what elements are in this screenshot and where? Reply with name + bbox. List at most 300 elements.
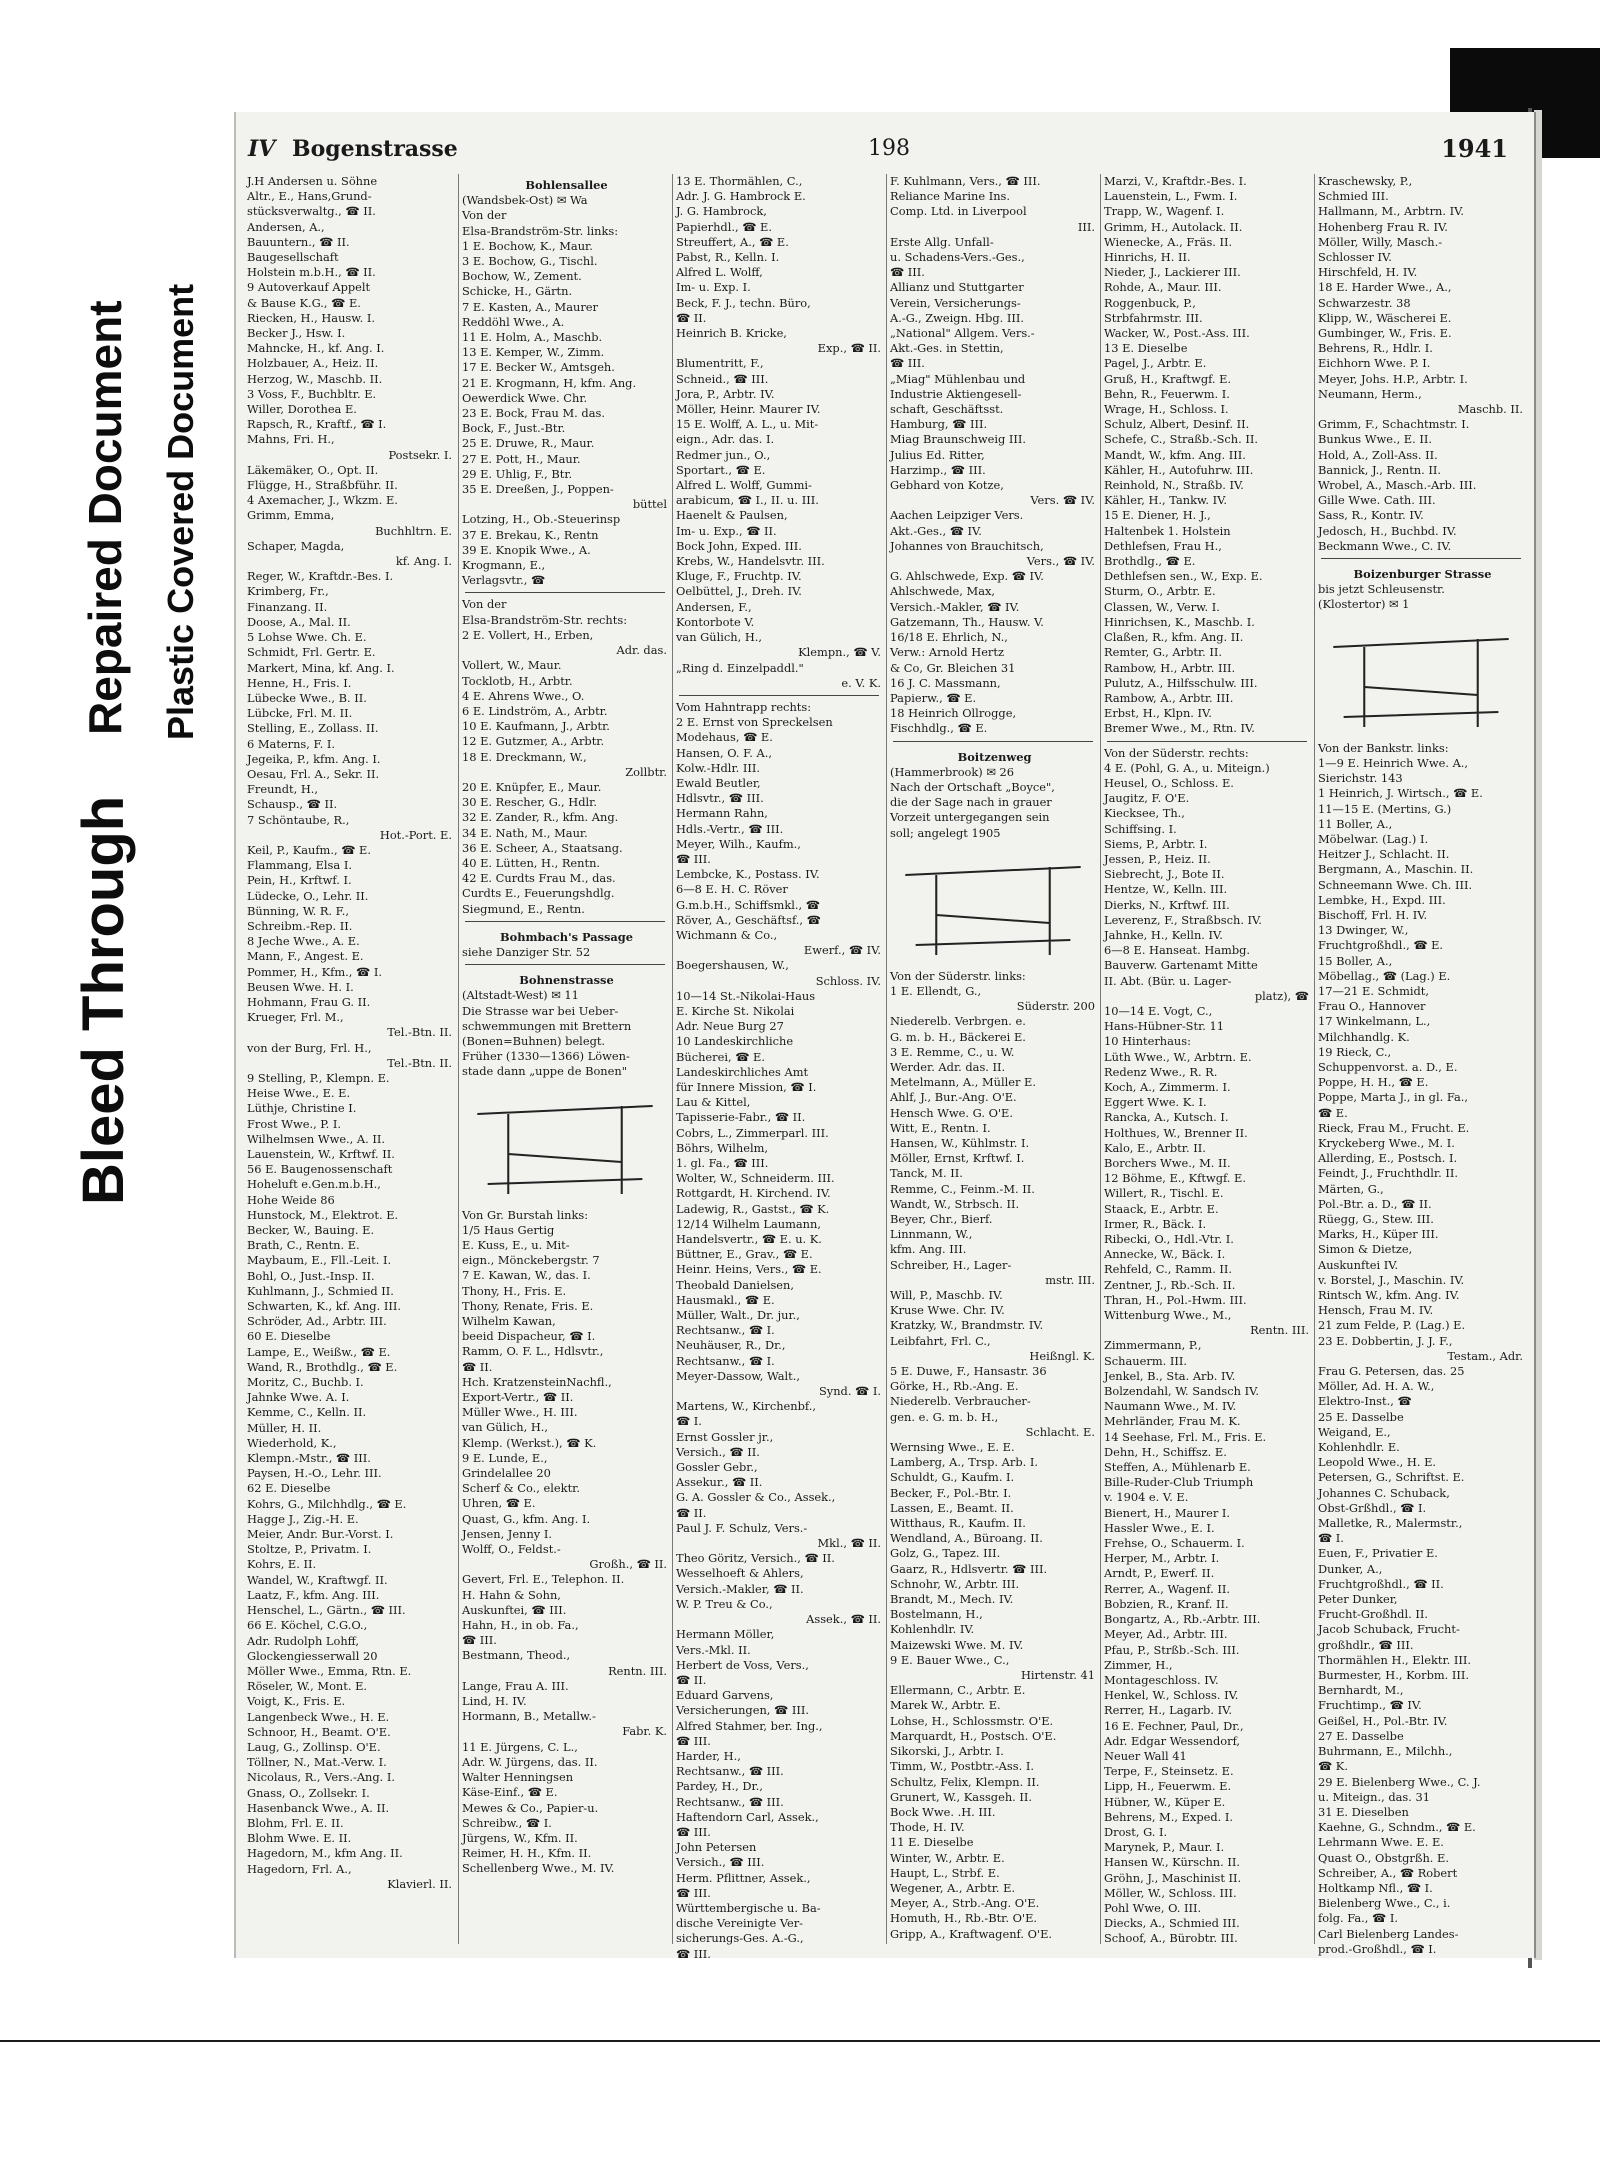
directory-entry-line: ☎ II. [462,1359,493,1374]
directory-entry-line: bis jetzt Schleusenstr. [1318,582,1445,597]
directory-entry-line: Willer, Dorothea E. [247,402,357,417]
directory-entry-line: Behrens, M., Exped. I. [1104,1809,1234,1824]
directory-entry-line: Wrobel, A., Masch.-Arb. III. [1318,478,1477,493]
directory-entry-line: Lohse, H., Schlossmstr. O'E. [890,1713,1054,1728]
directory-entry-line: Fischhdlg., ☎ E. [890,721,988,736]
directory-entry-line: 27 E. Pott, H., Maur. [462,451,581,466]
directory-entry-line: Lauenstein, W., Krftwf. II. [247,1147,395,1161]
directory-entry-line: 1 Heinrich, J. Wirtsch., ☎ E. [1318,786,1483,801]
directory-entry-line: & Co, Gr. Bleichen 31 [890,660,1016,675]
directory-entry-line: Stelling, E., Zollass. II. [247,721,379,736]
directory-entry-line: Kalo, E., Arbtr. II. [1104,1140,1206,1155]
directory-entry-line: Marek W., Arbtr. E. [890,1698,1001,1713]
directory-entry-line: 25 E. Dasselbe [1318,1409,1404,1424]
directory-entry-line: Holtkamp Nfl., ☎ I. [1318,1880,1433,1895]
directory-entry-line: Quast O., Obstgrßh. E. [1318,1850,1449,1865]
directory-entry-line: Meyer, Wilh., Kaufm., [676,836,801,851]
directory-entry-line: Moritz, C., Buchb. I. [247,1375,364,1390]
directory-entry-line: Willert, R., Tischl. E. [1104,1186,1224,1201]
directory-entry-line: Frau O., Hannover [1318,999,1426,1014]
directory-entry-line: 5 Lohse Wwe. Ch. E. [247,630,367,645]
directory-entry-line: Heise Wwe., E. E. [247,1086,351,1101]
directory-entry-line: Lembke, H., Expd. III. [1318,892,1446,907]
directory-entry-line: Oesau, Frl. A., Sekr. II. [247,766,380,781]
directory-entry-line: Schicke, H., Gärtn. [462,284,573,299]
directory-entry-line: Kruse Wwe. Chr. IV. [890,1303,1005,1318]
directory-entry-line: Schmied III. [1318,189,1389,204]
section-divider [1321,558,1521,559]
directory-entry-line: 11 E. Dieselbe [890,1835,974,1850]
directory-entry-line: Rechtsanw., ☎ I. [676,1323,775,1338]
directory-entry-line: 6 Materns, F. I. [247,736,335,751]
directory-entry-line: II. Abt. (Bür. u. Lager- [1104,973,1232,988]
directory-entry-line: Pohl Wwe, O. III. [1104,1900,1202,1915]
directory-entry-line: Wolff, O., Feldst.- [462,1542,561,1557]
directory-entry-line: Marquardt, H., Postsch. O'E. [890,1728,1057,1743]
repaired-document-label: Repaired Document [79,300,131,735]
directory-entry-line: Strbfahrmstr. III. [1104,310,1203,325]
directory-entry-line: Läkemäker, O., Opt. II. [247,462,379,477]
directory-entry-line: Wesselhoeft & Ahlers, [676,1566,804,1581]
directory-entry-line: Buchhltrn. E. [375,523,452,538]
directory-entry-line: Rerrer, A., Wagenf. II. [1104,1581,1231,1596]
directory-entry-line: Markert, Mina, kf. Ang. I. [247,660,395,675]
directory-entry-line: Henne, H., Fris. I. [247,675,352,690]
directory-entry-line: 6 E. Lindström, A., Arbtr. [462,703,608,718]
directory-entry-line: Süderstr. 200 [1016,999,1095,1014]
directory-entry-line: Görke, H., Rb.-Ang. E. [890,1379,1019,1394]
directory-entry-line: Gevert, Frl. E., Telephon. II. [462,1572,625,1587]
directory-entry-line: Rintsch W., kfm. Ang. IV. [1318,1288,1460,1302]
directory-entry-line: Elektro-Inst., ☎ [1318,1394,1412,1409]
directory-entry-line: Haltenbek 1. Holstein [1104,523,1231,538]
directory-entry-line: Im- u. Exp. I. [676,280,751,295]
directory-entry-line: 56 E. Baugenossenschaft [247,1162,393,1177]
directory-entry-line: Kolw.-Hdlr. III. [676,760,760,775]
directory-entry-line: Bünning, W. R. F., [247,903,350,918]
page-header [248,132,1518,172]
directory-entry-line: Wernsing Wwe., E. E. [890,1440,1015,1455]
directory-entry-line: Johannes C. Schuback, [1318,1485,1450,1500]
directory-entry-line: Schultz, Felix, Klempn. II. [890,1774,1040,1789]
directory-entry-line: Krogmann, E., [462,558,546,573]
directory-entry-line: Altr., E., Hans,Grund- [247,189,372,204]
directory-entry-line: Jacob Schuback, Frucht- [1318,1622,1460,1637]
directory-entry-line: Jegeika, P., kfm. Ang. I. [247,751,381,766]
directory-entry-line: Kähler, H., Autofuhrw. III. [1104,462,1254,477]
directory-entry-line: Papierw., ☎ E. [890,690,977,705]
directory-entry-line: Glockengiesserwall 20 [247,1648,378,1663]
directory-entry-line: Modehaus, ☎ E. [676,730,773,745]
directory-entry-line: Hagedorn, M., kfm Ang. II. [247,1846,403,1861]
directory-entry-line: Möbelwar. (Lag.) I. [1318,831,1429,846]
directory-entry-line: Diecks, A., Schmied III. [1104,1916,1240,1931]
directory-entry-line: Aachen Leipziger Vers. [890,508,1024,523]
directory-entry-line: Adr. Edgar Wessendorf, [1104,1733,1241,1748]
directory-entry-line: 42 E. Curdts Frau M., das. [462,871,616,886]
directory-entry-line: Ewald Beutler, [676,775,761,790]
directory-entry-line: Ellermann, C., Arbtr. E. [890,1683,1026,1698]
directory-entry-line: Hirschfeld, H. IV. [1318,265,1418,280]
directory-entry-line: W. P. Treu & Co., [676,1596,773,1611]
directory-entry-line: Lüth Wwe., W., Arbtrn. E. [1104,1049,1252,1064]
directory-entry-line: Andersen, A., [247,219,325,234]
directory-entry-line: Gumbinger, W., Fris. E. [1318,326,1452,341]
directory-entry-line: Annecke, W., Bäck. I. [1104,1247,1226,1262]
directory-entry-line: Redenz Wwe., R. R. [1104,1064,1218,1079]
directory-entry-line: Schnoor, H., Beamt. O'E. [247,1724,391,1739]
directory-entry-line: Möller Wwe., Emma, Rtn. E. [247,1663,412,1678]
directory-entry-line: Bock, F., Just.-Btr. [462,421,566,436]
directory-entry-line: Rerrer, H., Lagarb. IV. [1104,1703,1232,1718]
directory-entry-line: J. G. Hambrock, [676,204,767,219]
directory-entry-line: 60 E. Dieselbe [247,1329,331,1344]
directory-entry-line: Leverenz, F., Straßbsch. IV. [1104,912,1262,927]
directory-entry-line: Brath, C., Rentn. E. [247,1238,360,1253]
directory-entry-line: 4 Axemacher, J., Wkzm. E. [247,493,398,508]
directory-entry-line: 17 E. Becker W., Amtsgeh. [462,360,615,375]
directory-entry-line: Gossler Gebr., [676,1460,758,1475]
directory-entry-line: Assekur., ☎ II. [676,1475,763,1490]
directory-entry-line: 9 E. Lunde, E., [462,1450,548,1465]
directory-page [234,112,1534,1961]
directory-entry-line: Theo Göritz, Versich., ☎ II. [676,1551,835,1566]
directory-entry-line: Vers., ☎ IV. [1026,554,1095,569]
directory-entry-line: Tocklotb, H., Arbtr. [462,673,573,688]
directory-entry-line: 18 E. Dreckmann, W., [462,749,587,764]
directory-entry-line: Bostelmann, H., [890,1607,983,1622]
directory-entry-line: Irmer, R., Bäck. I. [1104,1216,1207,1231]
directory-entry-line: Klavierl. II. [387,1876,452,1891]
directory-entry-line: Carl Bielenberg Landes- [1318,1926,1459,1941]
directory-entry-line: Mann, F., Angest. E. [247,949,364,964]
directory-entry-line: Meier, Andr. Bur.-Vorst. I. [247,1527,394,1542]
directory-entry-line: 23 E. Dobbertin, J. J. F., [1318,1333,1453,1348]
directory-entry-line: v. 1904 e. V. E. [1104,1490,1189,1505]
directory-entry-line: Marynek, P., Maur. I. [1104,1840,1225,1855]
directory-entry-line: Wienecke, A., Fräs. II. [1104,234,1233,249]
directory-entry-line: Im- u. Exp., ☎ II. [676,523,777,538]
directory-entry-line: 11 E. Holm, A., Maschb. [462,330,603,345]
directory-entry-line: Beckmann Wwe., C. IV. [1318,538,1452,553]
directory-entry-line: 16/18 E. Ehrlich, N., [890,630,1008,645]
directory-entry-line: Laug, G., Zollinsp. O'E. [247,1739,381,1754]
directory-entry-line: schaft, Geschäftsst. [890,402,1004,417]
directory-entry-line: Müller Wwe., H. III. [462,1405,578,1420]
directory-entry-line: Eichhorn Wwe. P. I. [1318,356,1431,371]
directory-entry-line: Alfred L. Wolff, Gummi- [676,478,812,493]
directory-entry-line: Beyer, Chr., Bierf. [890,1211,993,1226]
directory-entry-line: 40 E. Lütten, H., Rentn. [462,855,601,870]
directory-entry-line: Harzimp., ☎ III. [890,462,986,477]
directory-entry-line: Wichmann & Co., [676,927,778,942]
directory-entry-line: Heusel, O., Schloss. E. [1104,775,1234,790]
directory-entry-line: Bannick, J., Rentn. II. [1318,462,1441,477]
directory-entry-line: Büttner, E., Grav., ☎ E. [676,1247,813,1262]
directory-entry-line: „National" Allgem. Vers.- [890,326,1035,341]
street-map-sketch [895,845,1091,965]
directory-entry-line: Dethlefsen, Frau H., [1104,538,1222,553]
directory-entry-line: ☎ I. [1318,1531,1344,1546]
directory-entry-line: 21 zum Felde, P. (Lag.) E. [1318,1318,1466,1333]
directory-entry-line: 3 E. Remme, C., u. W. [890,1044,1015,1059]
directory-entry-line: Witthaus, R., Kaufm. II. [890,1516,1026,1531]
section-divider [893,741,1093,742]
directory-entry-line: Voigt, K., Fris. E. [247,1694,346,1709]
directory-entry-line: Die Strasse war bei Ueber- [462,1003,619,1018]
section-number: IV [248,136,276,162]
directory-entry-line: Thormählen H., Elektr. III. [1318,1652,1472,1667]
directory-entry-line: Früher (1330—1366) Löwen- [462,1049,630,1064]
directory-entry-line: 37 E. Brekau, K., Rentn [462,527,599,542]
directory-entry-line: 7 Schöntaube, R., [247,812,350,827]
directory-entry-line: Simon & Dietze, [1318,1242,1413,1257]
directory-entry-line: Thony, Renate, Fris. E. [462,1298,594,1313]
directory-entry-line: Auskunftei IV. [1318,1257,1399,1272]
directory-entry-line: Oelbüttel, J., Dreh. IV. [676,584,802,599]
directory-entry-line: ☎ III. [890,265,925,280]
directory-entry-line: Thode, H. IV. [890,1820,965,1835]
directory-entry-line: Niederelb. Verbrgen. e. [890,1014,1026,1029]
directory-entry-line: 12 Böhme, E., Kftwgf. E. [1104,1171,1246,1186]
directory-column-4 [886,174,1099,1944]
directory-entry-line: stade dann „uppe de Bonen" [462,1064,627,1079]
directory-entry-line: 10 E. Kaufmann, J., Arbtr. [462,719,610,734]
directory-entry-line: Golz, G., Tapez. III. [890,1546,1001,1561]
street-map-sketch [1323,617,1519,737]
directory-entry-line: Lembcke, K., Postass. IV. [676,867,820,882]
directory-entry-line: (Hammerbrook) ✉ 26 [890,764,1015,779]
directory-entry-line: Julius Ed. Ritter, [890,447,985,462]
directory-entry-line: kfm. Ang. III. [890,1242,967,1257]
directory-entry-line: Schefe, C., Straßb.-Sch. II. [1104,432,1258,447]
directory-entry-line: Witt, E., Rentn. I. [890,1120,991,1135]
directory-entry-line: 9 E. Bauer Wwe., C., [890,1652,1010,1667]
directory-entry-line: Staack, E., Arbtr. E. [1104,1201,1219,1216]
directory-entry-line: Eggert Wwe. K. I. [1104,1095,1207,1110]
directory-entry-line: Lind, H. IV. [462,1694,527,1709]
street-heading: Bohnenstrasse [519,973,614,988]
directory-entry-line: Brothdlg., ☎ E. [1104,554,1196,569]
directory-entry-line: „Miag" Mühlenbau und [890,371,1026,386]
directory-entry-line: Marks, H., Küper III. [1318,1227,1439,1242]
directory-entry-line: Meyer-Dassow, Walt., [676,1368,800,1383]
directory-entry-line: Krueger, Frl. M., [247,1010,344,1025]
directory-entry-line: ☎ III. [890,356,925,371]
directory-entry-line: u. Schadens-Vers.-Ges., [890,250,1025,265]
directory-entry-line: Terpe, F., Steinsetz. E. [1104,1764,1234,1779]
directory-entry-line: Blohm Wwe. E. II. [247,1831,352,1846]
directory-entry-line: Holthues, W., Brenner II. [1104,1125,1248,1140]
section-divider [679,695,879,696]
directory-entry-line: 6—8 E. H. C. Röver [676,882,788,897]
directory-entry-line: dische Vereinigte Ver- [676,1916,804,1931]
directory-entry-line: Niederelb. Verbraucher- [890,1394,1031,1409]
directory-entry-line: 13 E. Kemper, W., Zimm. [462,345,605,360]
directory-entry-line: Hohmann, Frau G. II. [247,994,371,1009]
directory-entry-line: Hasenbanck Wwe., A. II. [247,1800,390,1815]
directory-entry-line: Hagedorn, Frl. A., [247,1861,352,1876]
directory-entry-line: Metelmann, A., Müller E. [890,1075,1036,1090]
directory-entry-line: 7 E. Kasten, A., Maurer [462,299,598,314]
directory-entry-line: Jensen, Jenny I. [462,1526,552,1541]
directory-entry-line: 11 Boller, A., [1318,816,1393,831]
directory-entry-line: Hausmakl., ☎ E. [676,1292,775,1307]
directory-entry-line: Hermann Rahn, [676,806,768,821]
directory-entry-line: Heinr. Heins, Vers., ☎ E. [676,1262,822,1277]
directory-entry-line: 66 E. Köchel, C.G.O., [247,1618,368,1633]
directory-entry-line: Fruchtimp., ☎ IV. [1318,1698,1422,1713]
directory-entry-line: Elsa-Brandström-Str. links: [462,223,619,238]
directory-entry-line: III. [1077,219,1095,234]
directory-entry-line: Rambow, A., Arbtr. III. [1104,690,1234,705]
directory-entry-line: ☎ II. [676,1505,707,1520]
directory-entry-line: Schreiber, A., ☎ Robert [1318,1865,1458,1880]
directory-entry-line: Siegmund, E., Rentn. [462,901,585,916]
directory-entry-line: Bock John, Exped. III. [676,538,802,553]
directory-entry-line: G. Ahlschwede, Exp. ☎ IV. [890,569,1044,584]
directory-entry-line: Hansen, W., Kühlmstr. I. [890,1135,1030,1150]
directory-entry-line: Schuldt, G., Kaufm. I. [890,1470,1015,1485]
directory-entry-line: ☎ III. [462,1633,497,1648]
directory-entry-line: van Gülich, H., [676,630,763,645]
directory-entry-line: Lamberg, A., Trsp. Arb. I. [890,1455,1039,1470]
directory-entry-line: Grimm, F., Schachtmstr. I. [1318,417,1470,432]
directory-entry-line: 10—14 St.-Nikolai-Haus [676,988,816,1003]
directory-entry-line: Verlagsvtr., ☎ [462,573,546,588]
directory-entry-line: John Petersen [676,1840,757,1855]
directory-entry-line: Gripp, A., Kraftwagenf. O'E. [890,1926,1053,1941]
directory-entry-line: Becker, W., Bauing. E. [247,1223,375,1238]
directory-entry-line: Zentner, J., Rb.-Sch. II. [1104,1277,1236,1292]
directory-entry-line: Reimer, H. H., Kfm. II. [462,1846,592,1861]
directory-entry-line: Lehrmann Wwe. E. E. [1318,1835,1444,1850]
directory-entry-line: Heißngl. K. [1029,1348,1095,1363]
directory-entry-line: Hinrichs, H. II. [1104,250,1191,265]
directory-entry-line: Möller, Ad. H. A. W., [1318,1379,1435,1394]
directory-entry-line: Allerding, E., Postsch. I. [1318,1151,1458,1166]
directory-entry-line: Rechtsanw., ☎ I. [676,1353,775,1368]
directory-entry-line: ☎ III. [676,1733,711,1748]
directory-entry-line: Tel.-Btn. II. [387,1055,452,1070]
directory-entry-line: Jaugitz, F. O'E. [1104,791,1190,806]
directory-entry-line: Mkl., ☎ II. [817,1536,881,1551]
plastic-covered-label: Plastic Covered Document [160,283,201,740]
directory-entry-line: Hirtenstr. 41 [1020,1668,1095,1683]
directory-entry-line: Euen, F., Privatier E. [1318,1546,1438,1561]
directory-entry-line: ☎ II. [676,310,707,325]
directory-entry-line: Winter, W., Arbtr. E. [890,1850,1005,1865]
directory-entry-line: Ribecki, O., Hdl.-Vtr. I. [1104,1232,1234,1247]
directory-entry-line: Verein, Versicherungs- [890,295,1021,310]
directory-entry-line: Gatzemann, Th., Hausw. V. [890,614,1044,629]
directory-entry-line: Rentn. III. [1250,1323,1309,1338]
directory-entry-line: Wacker, W., Post.-Ass. III. [1104,326,1250,341]
directory-entry-line: Heinrich B. Kricke, [676,326,787,341]
directory-entry-line: Neumann, Herm., [1318,386,1422,401]
directory-entry-line: Theobald Danielsen, [676,1277,794,1292]
directory-entry-line: Mandt, W., kfm. Ang. III. [1104,447,1246,462]
directory-entry-line: 20 E. Knüpfer, E., Maur. [462,779,602,794]
directory-entry-line: Rapsch, R., Kraftf., ☎ I. [247,417,387,432]
directory-entry-line: Rieck, Frau M., Frucht. E. [1318,1120,1470,1135]
directory-entry-line: für Innere Mission, ☎ I. [676,1079,817,1094]
directory-entry-line: Pommer, H., Kfm., ☎ I. [247,964,382,979]
directory-entry-line: Steffen, A., Mühlenarb E. [1104,1460,1251,1475]
directory-entry-line: Hallmann, M., Arbtrn. IV. [1318,204,1464,219]
directory-entry-line: Lassen, E., Beamt. II. [890,1500,1014,1515]
directory-entry-line: Holzbauer, A., Heiz. II. [247,356,379,371]
directory-entry-line: Rancka, A., Kutsch. I. [1104,1110,1229,1125]
directory-entry-line: beeid Dispacheur, ☎ I. [462,1329,596,1344]
directory-entry-line: Martens, W., Kirchenbf., [676,1399,816,1414]
directory-entry-line: H. Hahn & Sohn, [462,1587,561,1602]
directory-entry-line: Hans-Hübner-Str. 11 [1104,1019,1224,1034]
directory-entry-line: 13 E. Thormählen, C., [676,174,803,188]
directory-entry-line: Lange, Frau A. III. [462,1678,569,1693]
directory-entry-line: Streuffert, A., ☎ E. [676,234,789,249]
directory-entry-line: Ladewig, R., Gastst., ☎ K. [676,1201,830,1216]
directory-entry-line: Frehse, O., Schauerm. I. [1104,1536,1245,1551]
directory-entry-line: Jora, P., Arbtr. IV. [676,386,775,401]
directory-entry-line: Bunkus Wwe., E. II. [1318,432,1432,447]
directory-entry-line: v. Borstel, J., Maschin. IV. [1318,1272,1465,1287]
directory-entry-line: 12 E. Gutzmer, A., Arbtr. [462,734,605,749]
directory-entry-line: Bergmann, A., Maschin. II. [1318,862,1474,877]
directory-entry-line: Siems, P., Arbtr. I. [1104,836,1208,851]
directory-entry-line: Jahnke Wwe. A. I. [247,1390,350,1405]
directory-entry-line: Tanck, M. II. [890,1166,963,1181]
directory-entry-line: büttel [632,497,667,512]
directory-entry-line: G. m. b. H., Bäckerei E. [890,1029,1026,1044]
directory-entry-line: Haenelt & Paulsen, [676,508,788,523]
directory-entry-line: Kratzky, W., Brandmstr. IV. [890,1318,1044,1333]
directory-entry-line: Lübecke Wwe., B. II. [247,690,367,705]
directory-entry-line: 7 E. Kawan, W., das. I. [462,1268,591,1283]
directory-entry-line: Roggenbuck, P., [1104,295,1196,310]
directory-entry-line: Ahlschwede, Max, [890,584,996,599]
directory-entry-line: 4 E. (Pohl, G. A., u. Miteign.) [1104,760,1270,775]
directory-entry-line: sicherungs-Ges. A.-G., [676,1931,804,1946]
directory-entry-line: 1 E. Bochow, K., Maur. [462,238,593,253]
directory-entry-line: Schloss. IV. [815,973,881,988]
directory-entry-line: Möbellag., ☎ (Lag.) E. [1318,968,1451,983]
directory-entry-line: Rüegg, G., Stew. III. [1318,1211,1434,1226]
directory-entry-line: Lüdecke, O., Lehr. II. [247,888,369,903]
directory-entry-line: Nieder, J., Lackierer III. [1104,265,1241,280]
directory-entry-line: Rentn. III. [608,1663,667,1678]
directory-entry-line: Grindelallee 20 [462,1466,551,1481]
directory-entry-line: Wolter, W., Schneiderm. III. [676,1171,835,1186]
scan-bottom-rule [0,2040,1600,2042]
directory-entry-line: & Bause K.G., ☎ E. [247,295,361,310]
directory-entry-line: Meyer, Ad., Arbtr. III. [1104,1627,1228,1642]
directory-entry-line: Rechtsanw., ☎ III. [676,1794,784,1809]
directory-entry-line: Langenbeck Wwe., H. E. [247,1709,390,1724]
directory-entry-line: Kraschewsky, P., [1318,174,1413,188]
directory-entry-line: Wilhelmsen Wwe., A. II. [247,1131,386,1146]
directory-entry-line: Ahlf, J., Bur.-Ang. O'E. [890,1090,1017,1105]
directory-entry-line: Jenkel, B., Sta. Arb. IV. [1104,1368,1236,1383]
directory-entry-line: Reger, W., Kraftdr.-Bes. I. [247,569,394,584]
directory-entry-line: Auskunftei, ☎ III. [462,1602,567,1617]
directory-entry-line: Redmer jun., O., [676,447,771,462]
directory-entry-line: Behrens, R., Hdlr. I. [1318,341,1433,356]
street-map-sketch [467,1084,663,1204]
directory-entry-line: Sturm, O., Arbtr. E. [1104,584,1216,599]
directory-entry-line: Werder. Adr. das. II. [890,1059,1006,1074]
directory-entry-line: 8 Jeche Wwe., A. E. [247,934,360,949]
